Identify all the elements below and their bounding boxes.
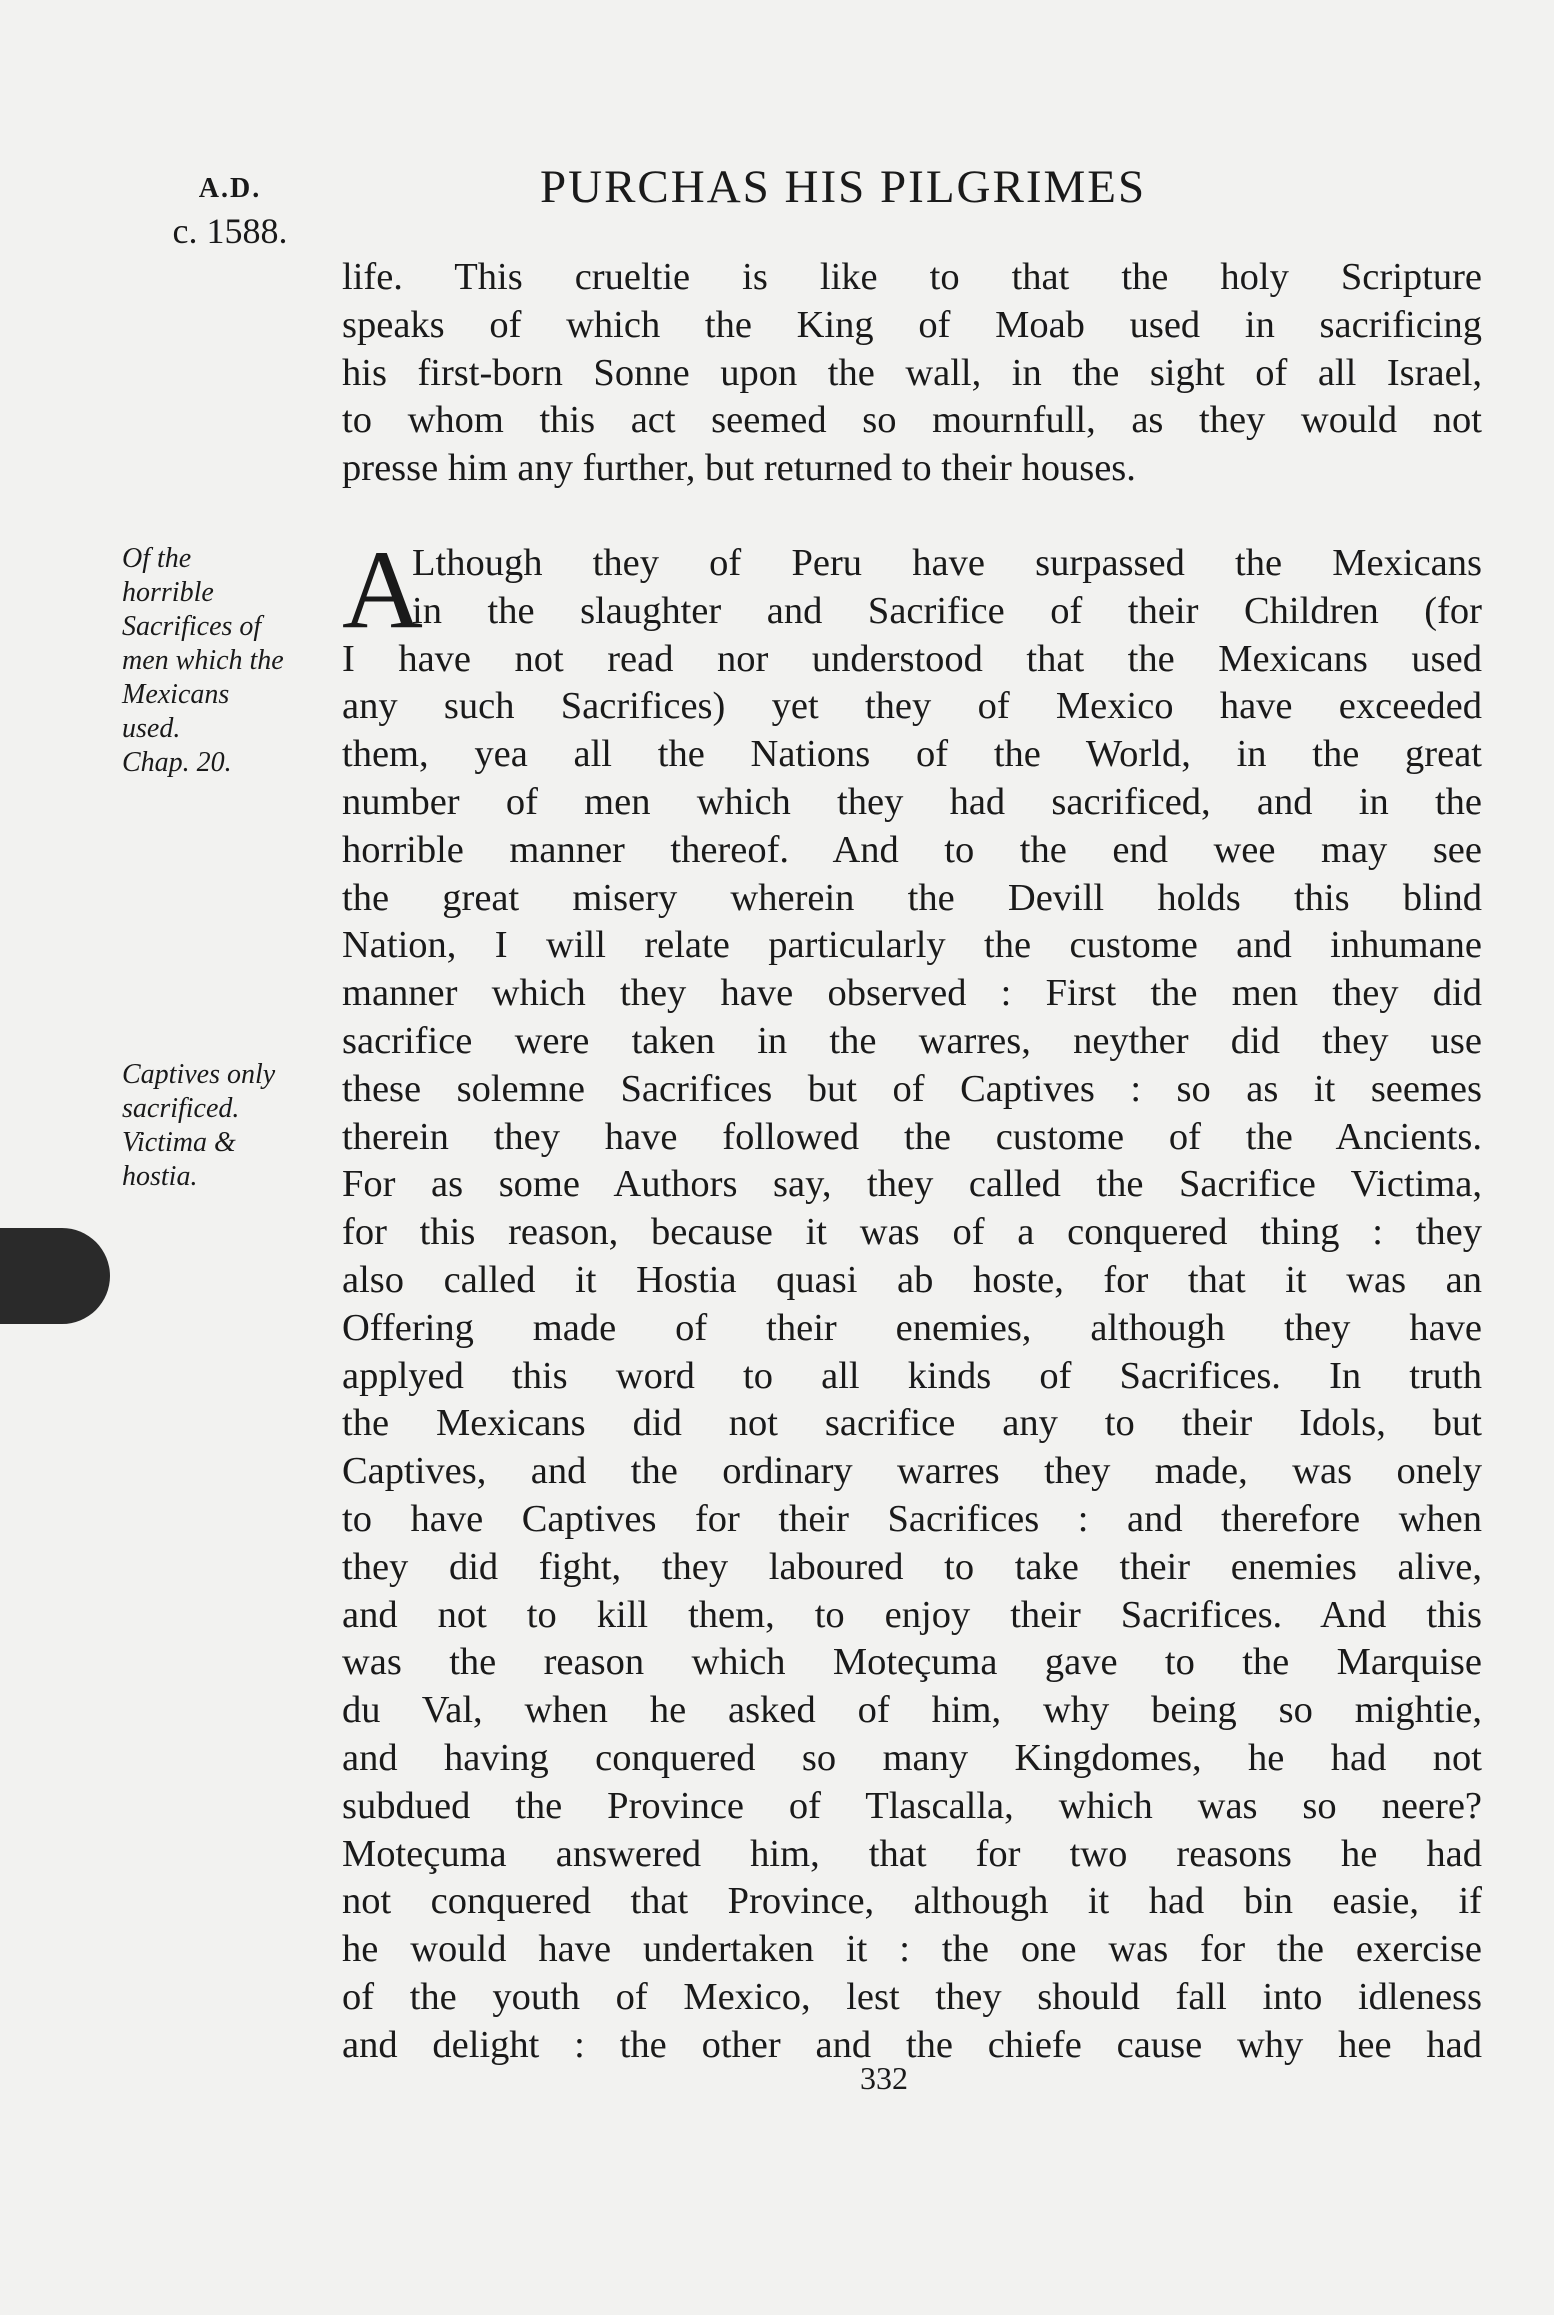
margin-note-line: horrible: [122, 577, 214, 608]
text-line: sacrifice were taken in the warres, neyther did they use: [342, 1019, 1482, 1062]
text-line: speaks of which the King of Moab used in sacrificing: [342, 303, 1482, 346]
margin-note-sacrifices: [122, 542, 332, 780]
text-line: du Val, when he asked of him, why being so mightie,: [342, 1689, 1482, 1732]
margin-note-line: used.: [122, 713, 181, 744]
date-year: c. 1588.: [172, 211, 288, 251]
marginal-date: [150, 168, 310, 252]
text-line: any such Sacrifices) yet they of Mexico have exceeded: [342, 685, 1482, 728]
page-number: 332: [860, 2060, 908, 2096]
paragraph-2: [342, 528, 1482, 2070]
text-line: and delight : the other and the chiefe cause why hee had: [342, 2023, 1482, 2066]
text-line: to have Captives for their Sacrifices : and therefore when: [342, 1497, 1482, 1540]
text-line: Captives, and the ordinary warres they made, was onely: [342, 1450, 1482, 1493]
text-line: also called it Hostia quasi ab hoste, for that it was an: [342, 1258, 1482, 1301]
text-line: horrible manner thereof. And to the end wee may see: [342, 828, 1482, 871]
text-line: the great misery wherein the Devill holds this blind: [342, 876, 1482, 919]
margin-note-line: Of the: [122, 543, 192, 574]
margin-note-line: men which the: [122, 645, 284, 676]
text-line: in the slaughter and Sacrifice of their Children (for: [412, 589, 1482, 632]
text-line: number of men which they had sacrificed, and in the: [342, 780, 1482, 823]
paragraph-1: [342, 254, 1482, 493]
text-line: I have not read nor understood that the Mexicans used: [342, 637, 1482, 680]
text-line: them, yea all the Nations of the World, in the great: [342, 733, 1482, 776]
date-ad: A.D.: [198, 173, 262, 204]
margin-note-line: hostia.: [122, 1161, 198, 1192]
text-line: they did fight, they laboured to take their enemies alive,: [342, 1545, 1482, 1588]
text-line: life. This crueltie is like to that the holy Scripture: [342, 256, 1482, 298]
text-line: for this reason, because it was of a conquered thing : they: [342, 1211, 1482, 1254]
margin-note-captives: [122, 1058, 332, 1194]
text-line: Lthough they of Peru have surpassed the Mexicans: [412, 542, 1482, 584]
text-line: he would have undertaken it : the one was for the exercise: [342, 1928, 1482, 1971]
text-line: and not to kill them, to enjoy their Sacrifices. And this: [342, 1593, 1482, 1636]
text-line: the Mexicans did not sacrifice any to their Idols, but: [342, 1402, 1482, 1445]
text-line: was the reason which Moteçuma gave to the Marquise: [342, 1641, 1482, 1684]
drop-cap: A: [342, 528, 423, 652]
running-head: PURCHAS HIS PILGRIMES: [540, 161, 1147, 213]
text-line: Nation, I will relate particularly the custome and inhumane: [342, 924, 1482, 967]
margin-note-line: Victima &: [122, 1127, 236, 1158]
text-line: For as some Authors say, they called the Sacrifice Victima,: [342, 1163, 1482, 1206]
text-line: not conquered that Province, although it had bin easie, if: [342, 1880, 1482, 1923]
text-line: Moteçuma answered him, that for two reasons he had: [342, 1832, 1482, 1875]
text-line: to whom this act seemed so mournfull, as they would not: [342, 399, 1482, 442]
margin-note-line: Sacrifices of: [122, 611, 262, 642]
margin-note-line: Chap. 20.: [122, 747, 232, 778]
text-line: presse him any further, but returned to their houses.: [342, 447, 1136, 490]
margin-note-line: Captives only: [122, 1059, 276, 1090]
text-line: Offering made of their enemies, although they have: [342, 1306, 1482, 1349]
thumb-shadow: [0, 1228, 110, 1324]
text-line: therein they have followed the custome of the Ancients.: [342, 1115, 1482, 1158]
text-line: and having conquered so many Kingdomes, he had not: [342, 1736, 1482, 1779]
text-line: subdued the Province of Tlascalla, which was so neere?: [342, 1784, 1482, 1827]
text-line: manner which they have observed : First the men they did: [342, 972, 1482, 1015]
text-line: of the youth of Mexico, lest they should fall into idleness: [342, 1975, 1482, 2018]
text-line: these solemne Sacrifices but of Captives : so as it seemes: [342, 1067, 1482, 1110]
text-line: applyed this word to all kinds of Sacrifices. In truth: [342, 1354, 1482, 1397]
margin-note-line: Mexicans: [122, 679, 230, 710]
margin-note-line: sacrificed.: [122, 1093, 240, 1124]
text-line: his first-born Sonne upon the wall, in the sight of all Israel,: [342, 351, 1482, 394]
